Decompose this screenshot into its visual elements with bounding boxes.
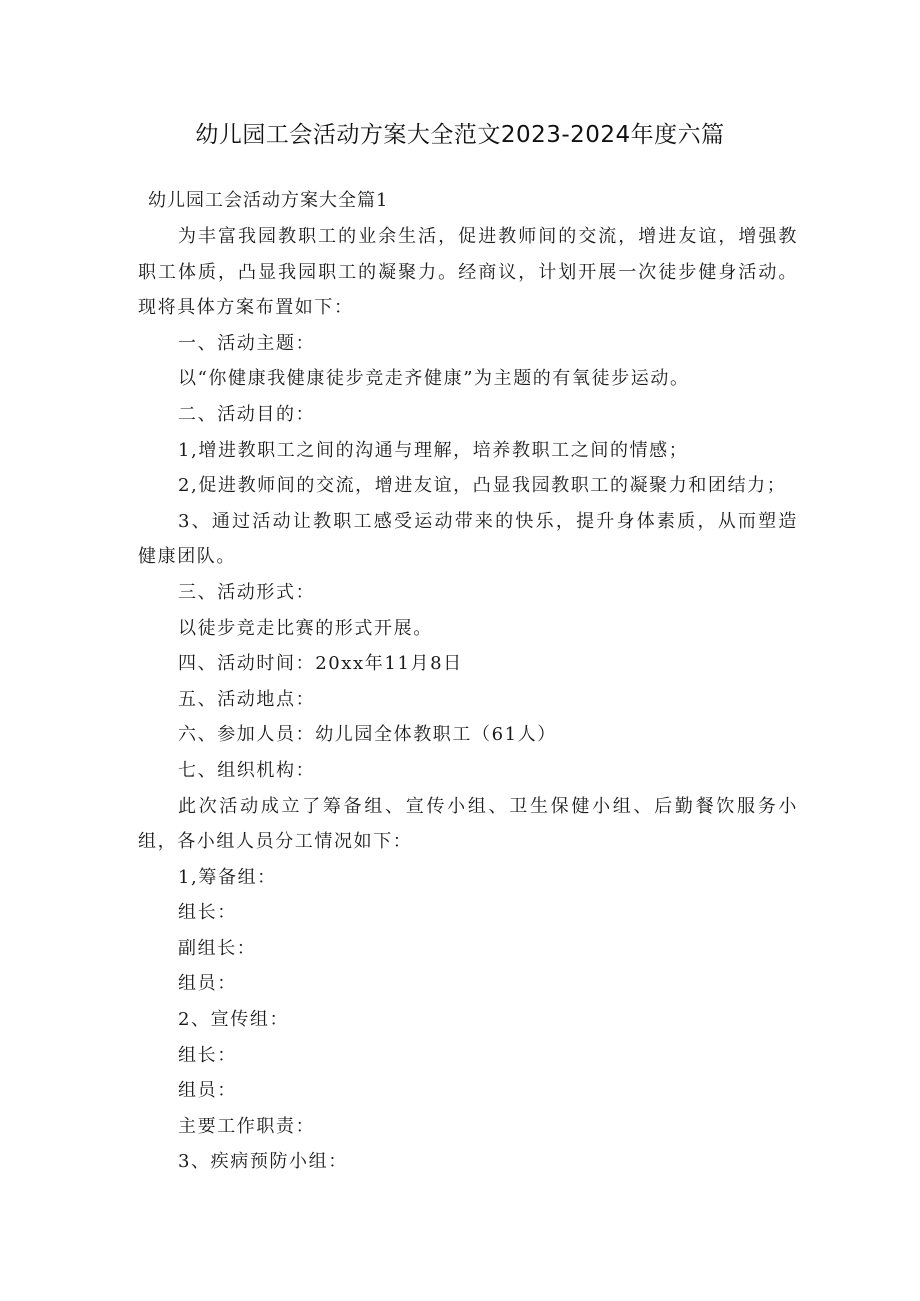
section-heading: 幼儿园工会活动方案大全篇1 [148,190,389,211]
paragraph: 一、活动主题： [178,332,316,354]
document-title: 幼儿园工会活动方案大全范文2023-2024年度六篇 [195,122,725,148]
paragraph: 七、组织机构： [178,759,316,781]
paragraph: 1,筹备组： [178,866,277,888]
paragraph: 3、通过活动让教职工感受运动带来的快乐，提升身体素质，从而塑造健康团队。 [138,510,798,568]
paragraph: 六、参加人员：幼儿园全体教职工（61人） [178,724,557,746]
paragraph: 三、活动形式： [178,581,316,603]
paragraph: 二、活动目的： [178,403,316,425]
paragraph: 1,增进教职工之间的沟通与理解，培养教职工之间的情感； [178,439,689,461]
paragraph: 2,促进教师间的交流，增进友谊，凸显我园教职工的凝聚力和团结力； [178,475,787,497]
paragraph: 主要工作职责： [178,1115,316,1137]
paragraph: 为丰富我园教职工的业余生活，促进教师间的交流，增进友谊，增强教职工体质，凸显我园职工的凝聚力。经商议，计划开展一次徒步健身活动。现将具体方案布置如下： [138,226,798,319]
paragraph: 3、疾病预防小组： [178,1151,348,1173]
paragraph: 组长： [178,1044,237,1066]
paragraph: 组员： [178,973,237,995]
paragraph: 组长： [178,902,237,924]
document-body [138,219,798,1180]
paragraph: 以徒步竞走比赛的形式开展。 [178,617,433,639]
paragraph: 副组长： [178,937,257,959]
paragraph: 以“你健康我健康徒步竞走齐健康”为主题的有氧徒步运动。 [178,368,690,390]
paragraph: 四、活动时间：20xx年11月8日 [178,653,463,675]
paragraph: 五、活动地点： [178,688,316,710]
paragraph: 此次活动成立了筹备组、宣传小组、卫生保健小组、后勤餐饮服务小组，各小组人员分工情况如下： [138,795,798,853]
paragraph: 组员： [178,1080,237,1102]
paragraph: 2、宣传组： [178,1009,290,1031]
